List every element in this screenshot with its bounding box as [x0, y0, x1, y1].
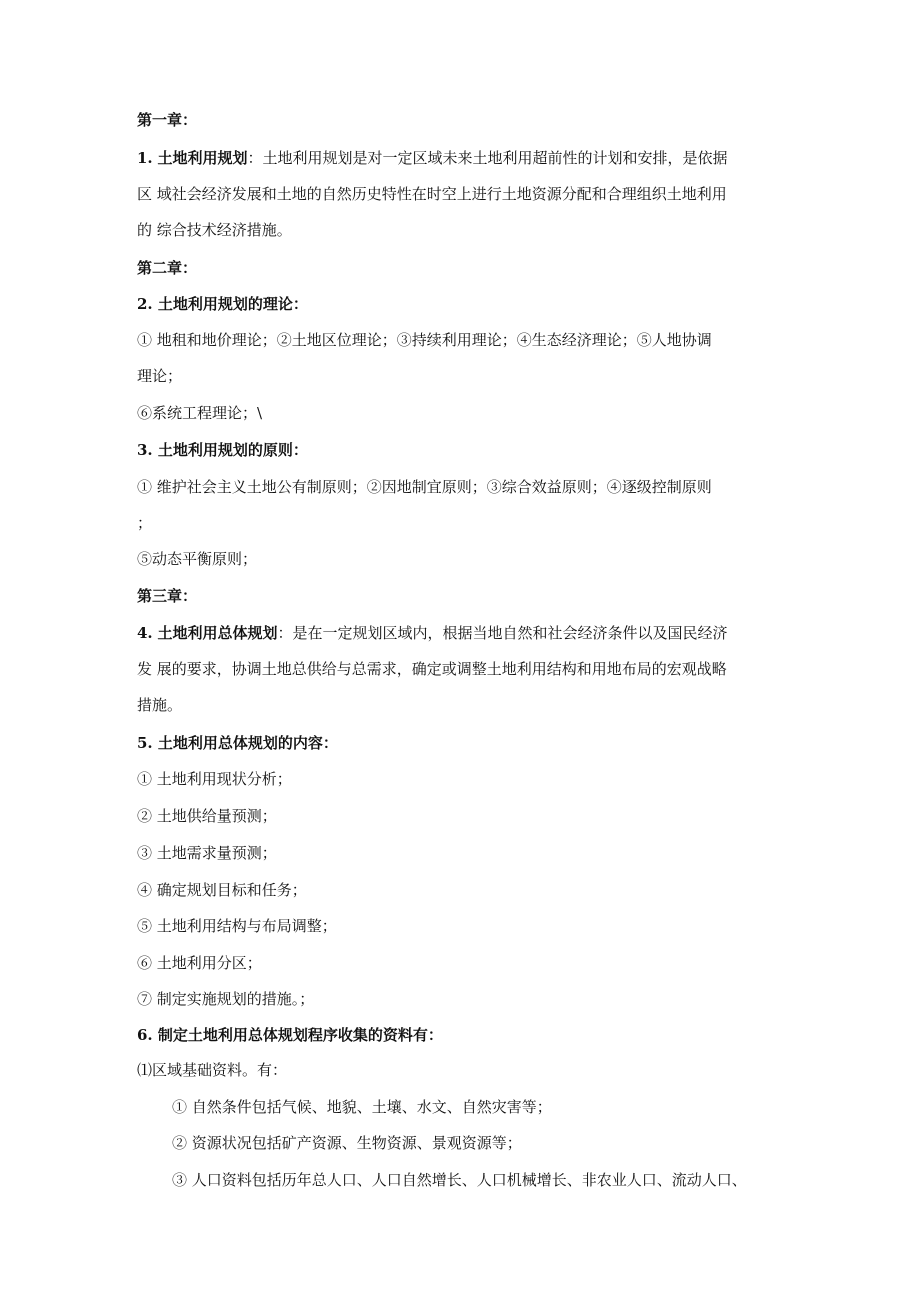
- section-5-item: ⑥ 土地利用分区；: [137, 954, 262, 972]
- section-1-definition: ：土地利用规划是对一定区域未来土地利用超前性的计划和安排，是依据: [247, 149, 728, 167]
- chapter-2-heading: 第二章：: [137, 259, 198, 277]
- section-1-number: 1.: [137, 149, 153, 167]
- section-4-number: 4.: [137, 624, 153, 642]
- section-1-line-2: 区 域社会经济发展和土地的自然历史特性在时空上进行土地资源分配和合理组织土地利用: [137, 185, 727, 203]
- section-6-item: ③ 人口资料包括历年总人口、人口自然增长、人口机械增长、非农业人口、流动人口、: [172, 1171, 747, 1189]
- chapter-3-heading: 第三章：: [137, 587, 198, 605]
- section-1-line-3: 的 综合技术经济措施。: [137, 221, 292, 239]
- section-1-line-1: [137, 148, 727, 168]
- section-1-term: 土地利用规划: [157, 149, 248, 167]
- section-4-line-3: 措施。: [137, 696, 183, 714]
- section-5-item: ④ 确定规划目标和任务；: [137, 881, 307, 899]
- section-5-item: ② 土地供给量预测；: [137, 807, 277, 825]
- section-5-heading: 5. 土地利用总体规划的内容：: [137, 734, 338, 752]
- section-2-line-1: ① 地租和地价理论；②土地区位理论；③持续利用理论；④生态经济理论；⑤人地协调: [137, 331, 712, 349]
- section-5-item: ⑤ 土地利用结构与布局调整；: [137, 917, 337, 935]
- section-3-line-1: ① 维护社会主义土地公有制原则；②因地制宜原则；③综合效益原则；④逐级控制原则: [137, 478, 712, 496]
- section-6-item: ① 自然条件包括气候、地貌、土壤、水文、自然灾害等；: [172, 1098, 552, 1116]
- section-4-term: 土地利用总体规划: [157, 624, 278, 642]
- section-4-line-1: [137, 623, 727, 643]
- section-6-item: ② 资源状况包括矿产资源、生物资源、景观资源等；: [172, 1134, 522, 1152]
- section-3-heading: 3. 土地利用规划的原则：: [137, 441, 308, 459]
- section-5-item: ⑦ 制定实施规划的措施。；: [137, 990, 315, 1008]
- section-3-line-3: ⑤动态平衡原则；: [137, 550, 258, 568]
- section-6-heading: 6. 制定土地利用总体规划程序收集的资料有：: [137, 1026, 443, 1044]
- section-5-item: ① 土地利用现状分析；: [137, 770, 292, 788]
- section-4-definition: ：是在一定规划区域内，根据当地自然和社会经济条件以及国民经济: [277, 624, 728, 642]
- section-4-line-2: 发 展的要求，协调土地总供给与总需求，确定或调整土地利用结构和用地布局的宏观战略: [137, 660, 727, 678]
- section-5-item: ③ 土地需求量预测；: [137, 844, 277, 862]
- section-2-line-2: 理论；: [137, 367, 183, 385]
- section-3-line-2: ；: [137, 514, 153, 532]
- chapter-1-heading: 第一章：: [137, 111, 198, 129]
- section-2-heading: 2. 土地利用规划的理论：: [137, 295, 308, 313]
- section-6-subheading: ⑴区域基础资料。有：: [137, 1061, 288, 1079]
- section-2-line-3: ⑥系统工程理论；\: [137, 404, 263, 422]
